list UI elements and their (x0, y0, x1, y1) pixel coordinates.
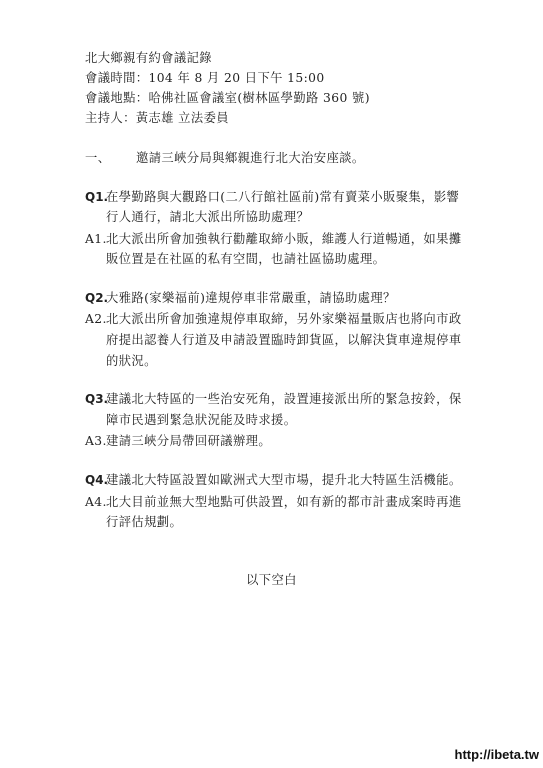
answer-label: A2. (85, 312, 107, 326)
question-line: 行人通行，請北大派出所協助處理？ (106, 210, 310, 224)
question-line: 障市民遇到緊急狀況能及時求援。 (106, 413, 297, 427)
answer-label: A1. (85, 232, 107, 246)
question-label: Q3. (85, 392, 109, 406)
answer-line: 北大目前並無大型地點可供設置，如有新的都市計畫成案時再進 (106, 495, 462, 509)
question-line: 建議北大特區設置如歐洲式大型市場，提升北大特區生活機能。 (106, 473, 462, 487)
document-title: 北大鄉親有約會議記錄 (85, 51, 212, 65)
question-line: 在學勤路與大觀路口(二八行館社區前)常有賣菜小販聚集，影響 (106, 190, 460, 204)
meeting-host: 主持人：黃志雄 立法委員 (85, 111, 229, 125)
answer-label: A4. (85, 495, 107, 509)
meeting-place: 會議地點：哈佛社區會議室(樹林區學勤路 360 號) (85, 91, 370, 105)
agenda-number: 一、 (85, 151, 111, 165)
answer-line: 的狀況。 (106, 354, 157, 368)
question-label: Q4. (85, 473, 109, 487)
answer-line: 北大派出所會加強違規停車取締，另外家樂福量販店也將向市政 (106, 312, 462, 326)
answer-line: 北大派出所會加強執行勸離取締小販，維護人行道暢通，如果攤 (106, 232, 462, 246)
answer-line: 府提出認養人行道及申請設置臨時卸貨區，以解決貨車違規停車 (106, 333, 462, 347)
answer-line: 行評估規劃。 (106, 515, 183, 529)
question-label: Q2. (85, 291, 109, 305)
answer-label: A3. (85, 434, 107, 448)
agenda-text: 邀請三峽分局與鄉親進行北大治安座談。 (136, 151, 365, 165)
answer-line: 建請三峽分局帶回研議辦理。 (106, 434, 272, 448)
question-line: 建議北大特區的一些治安死角，設置連接派出所的緊急按鈴，保 (106, 392, 462, 406)
question-line: 大雅路(家樂福前)違規停車非常嚴重，請協助處理？ (106, 291, 396, 305)
meeting-time: 會議時間：104 年 8 月 20 日下午 15:00 (85, 71, 325, 85)
end-of-document-text: 以下空白 (246, 573, 297, 587)
watermark-url: http://ibeta.tw (454, 747, 539, 762)
question-label: Q1. (85, 190, 109, 204)
answer-line: 販位置是在社區的私有空間，也請社區協助處理。 (106, 252, 386, 266)
